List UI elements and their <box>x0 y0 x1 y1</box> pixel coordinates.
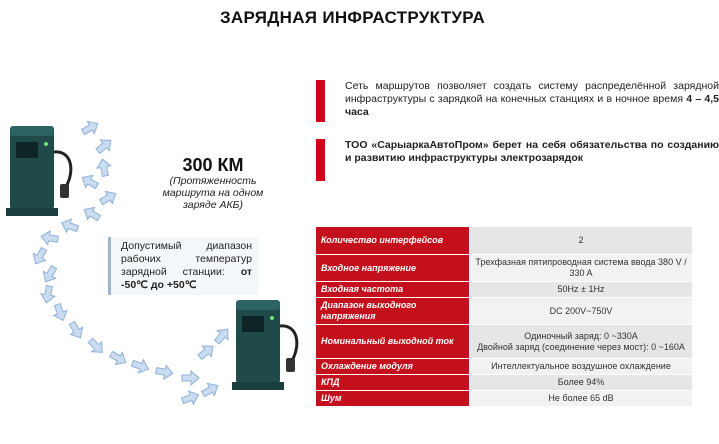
spec-value: Не более 65 dB <box>470 391 693 407</box>
spec-row <box>316 282 693 298</box>
spec-row <box>316 359 693 375</box>
spec-key: Входное напряжение <box>316 255 470 282</box>
charging-station-icon <box>228 296 310 394</box>
route-arrow-icon <box>40 285 57 304</box>
route-arrow-icon <box>108 348 130 369</box>
spec-row <box>316 375 693 391</box>
spec-value: 50Hz ± 1Hz <box>470 282 693 298</box>
route-network-note <box>316 80 719 122</box>
spec-value: Одиночный заряд: 0 ~330A Двойной заряд (соединение через мост): 0 ~160A <box>470 325 693 359</box>
route-arrow-icon <box>200 379 222 400</box>
spec-key: Номинальный выходной ток <box>316 325 470 359</box>
spec-value: Интеллектуальное воздушное охлаждение <box>470 359 693 375</box>
spec-value: DC 200V~750V <box>470 298 693 325</box>
spec-key: Диапазон выходного напряжения <box>316 298 470 325</box>
spec-key: Количество интерфейсов <box>316 227 470 255</box>
company-commitment-note: ТОО «СарыаркаАвтоПром» берет на себя обязательства по созданию и развитию инфраструктуры электрозарядок <box>316 139 719 181</box>
route-arrow-icon <box>51 302 70 323</box>
route-arrow-icon <box>180 388 201 407</box>
charging-station-icon <box>2 122 84 220</box>
range-description: (Протяженность маршрута на одном заряде АКБ) <box>162 175 264 211</box>
spec-key: КПД <box>316 375 470 391</box>
temperature-range: от -50℃ до +50℃ <box>121 266 252 291</box>
route-arrow-icon <box>155 364 174 381</box>
route-arrow-icon <box>29 246 50 268</box>
route-arrow-icon <box>93 135 115 157</box>
spec-key: Шум <box>316 391 470 407</box>
route-arrow-icon <box>39 264 60 286</box>
route-network-text: Сеть маршрутов позволяет создать систему распределённой зарядной инфраструктуры с зарядкой на конечных станциях и в ночное время <box>345 80 719 105</box>
spec-value: Трехфазная пятипроводная система ввода 380 V / 330 A <box>470 255 693 282</box>
route-arrow-icon <box>40 230 59 247</box>
spec-row <box>316 255 693 282</box>
temperature-text: Допустимый диапазон рабочих температур зарядной станции: <box>121 240 252 278</box>
route-arrow-icon <box>85 335 107 357</box>
route-arrow-icon <box>98 187 120 208</box>
page-title: ЗАРЯДНАЯ ИНФРАСТРУКТУРА <box>219 8 486 27</box>
spec-value: 2 <box>470 227 693 255</box>
spec-row <box>316 391 693 407</box>
charging-time: 4 – 4,5 часа <box>345 93 719 118</box>
spec-key: Входная частота <box>316 282 470 298</box>
spec-row <box>316 298 693 325</box>
route-arrow-icon <box>195 341 217 363</box>
route-arrow-icon <box>66 320 87 342</box>
spec-row <box>316 325 693 359</box>
route-arrow-icon <box>96 158 113 177</box>
spec-value: Более 94% <box>470 375 693 391</box>
route-arrow-icon <box>182 371 199 385</box>
spec-key: Охлаждение модуля <box>316 359 470 375</box>
spec-table <box>315 226 693 407</box>
spec-row <box>316 227 693 255</box>
route-arrow-icon <box>130 357 151 376</box>
temperature-note <box>108 237 258 295</box>
range-value: 300 КМ <box>182 155 244 175</box>
